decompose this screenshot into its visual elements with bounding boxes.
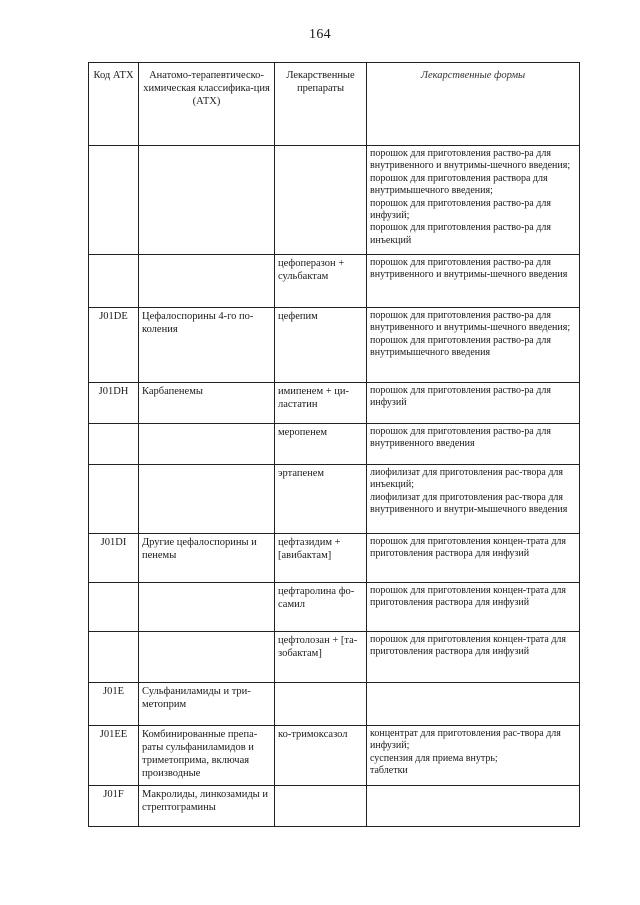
form-item: концентрат для приготовления рас-твора для инфузий; bbox=[370, 728, 561, 752]
row-drug bbox=[275, 146, 367, 255]
header-code: Код АТХ bbox=[89, 63, 139, 146]
table-row bbox=[89, 534, 580, 583]
form-item: суспензия для приема внутрь; bbox=[370, 752, 498, 764]
row-classification: Сульфаниламиды и три-метоприм bbox=[139, 683, 275, 726]
form-item: порошок для приготовления раство-ра для внутривенного и внутримы-шечного введения bbox=[370, 257, 568, 281]
row-code: J01F bbox=[89, 786, 139, 827]
row-forms bbox=[367, 424, 580, 465]
form-item: порошок для приготовления концен-трата для приготовления раствора для инфузий bbox=[370, 634, 567, 658]
row-forms bbox=[367, 583, 580, 632]
row-code bbox=[89, 255, 139, 308]
row-drug bbox=[275, 786, 367, 827]
row-forms bbox=[367, 146, 580, 255]
row-drug: меропенем bbox=[275, 424, 367, 465]
row-code: J01E bbox=[89, 683, 139, 726]
row-classification: Цефалоспорины 4-го по-коления bbox=[139, 308, 275, 383]
row-classification: Макролиды, линкозамиды и стрептограмины bbox=[139, 786, 275, 827]
table-row bbox=[89, 786, 580, 827]
row-drug: цефтазидим + [авибактам] bbox=[275, 534, 367, 583]
form-item: порошок для приготовления раствора для внутримышечного введения; bbox=[370, 172, 548, 197]
row-forms bbox=[367, 383, 580, 424]
table-header-row bbox=[89, 63, 580, 146]
row-forms bbox=[367, 308, 580, 383]
row-forms bbox=[367, 786, 580, 827]
row-code bbox=[89, 146, 139, 255]
atc-table bbox=[88, 62, 580, 827]
row-drug: ко-тримоксазол bbox=[275, 726, 367, 786]
form-item: порошок для приготовления концен-трата для приготовления раствора для инфузий bbox=[370, 536, 567, 560]
row-code: J01DI bbox=[89, 534, 139, 583]
form-item: порошок для приготовления концен-трата для приготовления раствора для инфузий bbox=[370, 585, 567, 609]
row-drug: цефепим bbox=[275, 308, 367, 383]
form-item: порошок для приготовления раство-ра для внутривенного и внутримы-шечного введения; bbox=[370, 310, 571, 334]
row-forms bbox=[367, 683, 580, 726]
row-drug: цефтолозан + [та-зобактам] bbox=[275, 632, 367, 683]
table-row bbox=[89, 383, 580, 424]
row-code bbox=[89, 583, 139, 632]
row-drug: цефоперазон + сульбактам bbox=[275, 255, 367, 308]
table-row bbox=[89, 255, 580, 308]
form-item: лиофилизат для приготовления рас-твора для инъекций; bbox=[370, 467, 564, 491]
form-item: порошок для приготовления раство-ра для инфузий bbox=[370, 385, 551, 409]
header-forms: Лекарственные формы bbox=[367, 63, 580, 146]
row-code: J01DE bbox=[89, 308, 139, 383]
table-row bbox=[89, 465, 580, 534]
row-classification bbox=[139, 255, 275, 308]
table-row bbox=[89, 683, 580, 726]
row-classification: Другие цефалоспорины и пенемы bbox=[139, 534, 275, 583]
table-row bbox=[89, 146, 580, 255]
row-forms bbox=[367, 465, 580, 534]
form-item: порошок для приготовления раство-ра для внутривенного и внутримы-шечного введения; bbox=[370, 148, 571, 172]
row-code: J01DH bbox=[89, 383, 139, 424]
row-classification bbox=[139, 465, 275, 534]
row-code: J01EE bbox=[89, 726, 139, 786]
row-classification bbox=[139, 146, 275, 255]
table-row bbox=[89, 583, 580, 632]
row-classification bbox=[139, 424, 275, 465]
page-number: 164 bbox=[309, 27, 331, 42]
form-item: порошок для приготовления раство-ра для внутривенного введения bbox=[370, 426, 551, 450]
table-row bbox=[89, 308, 580, 383]
row-drug: цефтаролина фо-самил bbox=[275, 583, 367, 632]
form-item: порошок для приготовления раство-ра для инфузий; bbox=[370, 197, 551, 222]
form-item: порошок для приготовления раство-ра для инъекций bbox=[370, 222, 551, 246]
row-drug: эртапенем bbox=[275, 465, 367, 534]
row-code bbox=[89, 424, 139, 465]
header-classification: Анатомо-терапевтическо-химическая классифика-ция (АТХ) bbox=[139, 63, 275, 146]
table-row bbox=[89, 726, 580, 786]
row-classification: Комбинированные препа-раты сульфаниламидов и триметоприма, включая производные bbox=[139, 726, 275, 786]
form-item: лиофилизат для приготовления рас-твора для внутривенного и внутри-мышечного введения bbox=[370, 491, 568, 516]
row-forms bbox=[367, 726, 580, 786]
row-classification: Карбапенемы bbox=[139, 383, 275, 424]
table-row bbox=[89, 424, 580, 465]
header-drugs: Лекарственные препараты bbox=[275, 63, 367, 146]
row-drug bbox=[275, 683, 367, 726]
row-classification bbox=[139, 632, 275, 683]
form-item: порошок для приготовления раство-ра для внутримышечного введения bbox=[370, 334, 551, 359]
row-drug: имипенем + ци-ластатин bbox=[275, 383, 367, 424]
row-code bbox=[89, 465, 139, 534]
form-item: таблетки bbox=[370, 765, 408, 777]
row-classification bbox=[139, 583, 275, 632]
row-code bbox=[89, 632, 139, 683]
row-forms bbox=[367, 255, 580, 308]
table-row bbox=[89, 632, 580, 683]
row-forms bbox=[367, 534, 580, 583]
row-forms bbox=[367, 632, 580, 683]
